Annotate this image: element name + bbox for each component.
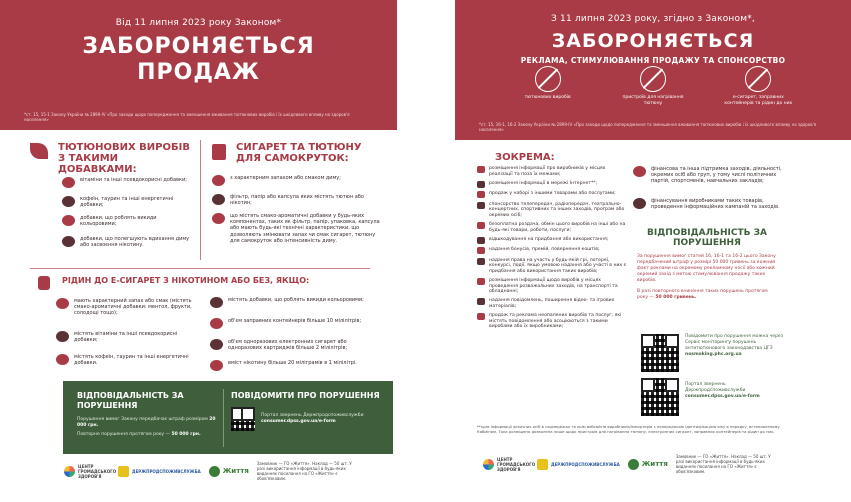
- header-pretitle: Від 11 липня 2023 року Законом*: [115, 18, 282, 28]
- phc-logo-icon: [64, 466, 75, 477]
- repeat-text: Повторне порушення протягом року — 50 000 грн.: [77, 432, 201, 437]
- list-item: добавки, що роблять викиди кольоровими;: [62, 215, 192, 227]
- poster-header: [455, 0, 851, 140]
- vitamin-icon: [62, 177, 75, 188]
- advertising-ban-poster: [455, 0, 851, 502]
- list-item: продаж у наборі з іншими товарами або послугами;: [477, 191, 627, 198]
- list-item: мають характерний запах або смак (містять смако-ароматичні добавки: ментол, фрукти, солодощі тощо);: [56, 298, 196, 317]
- megaphone-icon: [633, 198, 646, 209]
- smoke-icon: [62, 215, 75, 226]
- list-item: розміщення інформації про виробників у місцях реалізації та поза їх межами;: [477, 166, 627, 177]
- bullet-icon: [477, 181, 485, 188]
- zhyttia-logo-icon: [209, 466, 220, 477]
- banned-ecig: е-сигарет, заправних контейнерів та рідин до них: [718, 66, 798, 107]
- report-title: ПОВІДОМИТИ ПРО ПОРУШЕННЯ: [231, 391, 380, 400]
- zhyttia-logo: Життя: [628, 459, 668, 470]
- dpss-logo-icon: [118, 466, 129, 477]
- dpss-logo-icon: [537, 459, 548, 470]
- header-title-line2: ПРОДАЖ: [137, 60, 260, 85]
- list-item: містять кофеїн, таурин та інші енергетичні добавки.: [56, 354, 196, 366]
- list-item: фільтр, папір або капсула яких містять тютюн або нікотин;: [212, 194, 382, 206]
- responsibility-text: Порушення вимог Закону передбачає штраф розміром 20 000 грн.: [77, 417, 216, 428]
- qr-code[interactable]: [231, 407, 255, 431]
- list-item: надання повідомлень, поширення відео- та ігрових матеріалів;: [477, 298, 627, 309]
- phc-logo-icon: [483, 459, 494, 470]
- leaf-icon: [30, 143, 48, 159]
- coffee-icon: [56, 354, 69, 365]
- banned-tobacco: тютюнових виробів: [508, 66, 588, 107]
- column-divider: [200, 140, 201, 260]
- apple-icon: [212, 175, 225, 186]
- list-item: вміст нікотину більше 20 міліграмів в 1 мілілітрі.: [210, 360, 380, 371]
- bullet-icon: [477, 313, 485, 320]
- dpss-logo: ДЕРЖПРОДСПОЖИВСЛУЖБА: [118, 466, 201, 477]
- list-item: містять вітаміни та інші псевдокорисні добавки;: [56, 331, 196, 343]
- list-item: фінансування виробниками таких товарів, проведення інформаційних кампаній та заходів.: [633, 198, 783, 210]
- fruit-icon: [56, 298, 69, 309]
- list-item: надання права на участь у будь-якій грі, лотереї, конкурсі, події, якщо умовою надання або участі в них є придбання або використання таких виробів;: [477, 258, 627, 275]
- zokrema-left-list: [477, 166, 627, 333]
- flag-icon: [633, 166, 646, 177]
- list-item: об'єм заправних контейнерів більше 10 мілілітрів;: [210, 318, 380, 329]
- zokrema-title: ЗОКРЕМА:: [495, 152, 555, 163]
- sale-ban-poster: [0, 0, 397, 502]
- bullet-icon: [477, 202, 485, 209]
- tobacco-title: ТЮТЮНОВИХ ВИРОБІВ З ТАКИМИ ДОБАВКАМИ:: [58, 142, 190, 175]
- bullet-icon: [477, 237, 485, 244]
- no-heater-icon: [640, 66, 666, 92]
- cigarettes-title: СИГАРЕТ ТА ТЮТЮНУ ДЛЯ САМОКРУТОК:: [236, 142, 362, 164]
- bullet-icon: [477, 166, 485, 173]
- header-title: ЗАБОРОНЯЄТЬСЯ: [551, 30, 755, 52]
- no-vape-icon: [745, 66, 771, 92]
- header-title-line1: ЗАБОРОНЯЄТЬСЯ: [82, 34, 315, 59]
- qr-nosmoking-caption: Повідомити про порушення можна через Сервіс моніторингу порушень антитютюнового законодавства ЦГЗ nosmoking.phc.org.ua: [685, 334, 784, 357]
- bullet-icon: [477, 191, 485, 198]
- qr-code-nosmoking[interactable]: [641, 334, 679, 372]
- nosmoking-link[interactable]: nosmoking.phc.org.ua: [685, 352, 742, 357]
- vape-icon: [38, 276, 50, 290]
- no-cigarette-icon: [535, 66, 561, 92]
- list-item: безоплатна роздача, обмін цього виробів на інші або на будь-які товари, роботи, послуги;: [477, 222, 627, 233]
- list-item: з характерним запахом або смаком диму;: [212, 175, 382, 186]
- list-item: кофеїн, таурин та інші енергетичні добавки;: [62, 196, 192, 208]
- list-item: продаж та реклама неопалених виробів та послуг, які містять повідомлення або асоціюються з такими виробами або їх виробниками;: [477, 313, 627, 330]
- cartridge-icon: [210, 339, 223, 350]
- header-footnote: *ст. 15, 15-1 Закону України № 2899-IV «Про заходи щодо попередження та зменшення вживання тютюнових виробів і їх шкідливого впливу на здоров'я населення»: [24, 112, 350, 122]
- header-footnote: *ст. 15, 16-1, 16-2 Закону України № 2899-IV «Про заходи щодо попередження та зменшення вживання тютюнових виробів і їх шкідливого впливу на здоров'я населення»: [479, 122, 817, 132]
- poster-header: [0, 0, 397, 130]
- list-item: розміщення інформації щодо виробів у місцях проведення розважальних заходів, на транспорті та обладнанні;: [477, 278, 627, 295]
- vitamin-icon: [56, 331, 69, 342]
- list-item: відшкодування на придбання або використання;: [477, 237, 627, 244]
- green-divider: [223, 389, 224, 447]
- footer-note: Замовник — ГО «Життя». Наклад — 50 шт. У разі використання інформації в будь-яких виданнях посилання на ГО «Життя» є обов'язковим.: [675, 454, 771, 474]
- list-item: вітаміни та інші псевдокорисні добавки;: [62, 177, 192, 188]
- bullet-icon: [477, 298, 485, 305]
- report-text: Портал звернень Держпродспоживслужби: [261, 412, 364, 418]
- coffee-icon: [62, 196, 75, 207]
- list-item: добавки, що полегшують вдихання диму або засвоєння нікотину.: [62, 236, 192, 248]
- repeat-text: В разі повторного вчинення таких порушень протягом року — 50 000 гривень.: [637, 289, 768, 300]
- zhyttia-logo: Життя: [209, 466, 249, 477]
- cherry-icon: [212, 213, 225, 224]
- ecig-title: РІДИН ДО Е-СИГАРЕТ З НІКОТИНОМ АБО БЕЗ, ЯКЩО:: [62, 276, 310, 285]
- list-item: що містять смако-ароматичні добавки у будь-яких компонентах, таких як фільтр, папір, упаковка, капсула або мають будь-які технічні характеристики, що дозволяють змінювати запах чи смак сигарет, тютюну для самокруток або інтенсивність диму.: [212, 213, 382, 244]
- bullet-icon: [477, 247, 485, 254]
- list-item: об'єм одноразових електронних сигарет або одноразових картриджів більше 2 мілілітрів;: [210, 339, 380, 351]
- phc-logo: ЦЕНТР ГРОМАДСЬКОГО ЗДОРОВ'Я: [483, 457, 529, 472]
- header-subtitle: РЕКЛАМА, СТИМУЛЮВАННЯ ПРОДАЖУ ТА СПОНСОРСТВО: [520, 56, 786, 65]
- bullet-icon: [477, 278, 485, 285]
- lungs-icon: [62, 236, 75, 247]
- filter-icon: [212, 194, 225, 205]
- poster-footer: [0, 459, 397, 483]
- dpss-link[interactable]: consumer.dpss.gov.ua/e-form: [685, 394, 760, 399]
- responsibility-text: За порушення вимог статей 16, 16-1 та 16-2 цього Закону передбачений штраф у розмірі 50 000 гривень за кожний факт реклами на окремому рекламному носії або кожний окремий захід з метою стимулювання продажу таких виробів.: [637, 254, 776, 283]
- bullet-icon: [477, 258, 485, 265]
- responsibility-box: [63, 381, 393, 454]
- footer-note: Замовник — ГО «Життя». Наклад — 50 шт. У разі використання інформації в будь-яких виданнях посилання на ГО «Життя» є обов'язковим.: [256, 461, 352, 481]
- report-link[interactable]: consumer.dpss.gov.ua/e-form: [261, 418, 336, 424]
- section-divider: [30, 268, 370, 269]
- banned-heater: пристроїв для нагрівання тютюну: [613, 66, 693, 107]
- container-icon: [210, 318, 223, 329]
- qr-dpss-caption: Портал звернень Держпродспоживслужби consumer.dpss.gov.ua/e-form: [685, 382, 785, 400]
- list-item: фінансова та інша підтримка заходів, діяльності, окремих осіб або груп, у тому числі політичних партій, спортсменів, навчальних закладів;: [633, 166, 783, 185]
- zhyttia-logo-icon: [628, 459, 639, 470]
- banned-products-icons: [495, 66, 811, 107]
- header-pretitle: З 11 липня 2023 року, згідно з Законом*,: [551, 14, 755, 24]
- qr-code-dpss[interactable]: [641, 378, 679, 416]
- list-item: спонсорство телепередач, радіопередач, театрально-концертних, спортивних та інших заходів, програм або окремих осіб;: [477, 202, 627, 219]
- bullet-icon: [477, 222, 485, 229]
- list-item: розміщення інформації в мережі Інтернет**;: [477, 181, 627, 188]
- smoke-icon: [210, 297, 223, 308]
- phc-logo: ЦЕНТР ГРОМАДСЬКОГО ЗДОРОВ'Я: [64, 464, 110, 479]
- footnote: **крім інформації фізичних осіб в соцмережах та крім вебсайтів виробників/імпортерів з попередньою ідентифікацією віку в порядку, встановленому Кабміном. Така розміщена дозволена лише щодо пристроїв для нагрівання тютюну, електронних сигарет, заправних контейнерів та рідин до них.: [477, 424, 780, 434]
- nicotine-icon: [210, 360, 223, 371]
- cigarette-icon: [212, 144, 226, 160]
- poster-footer: [455, 452, 851, 476]
- responsibility-title: ВІДПОВІДАЛЬНІСТЬ ЗА ПОРУШЕННЯ: [77, 391, 184, 410]
- dpss-logo: ДЕРЖПРОДСПОЖИВСЛУЖБА: [537, 459, 620, 470]
- list-item: містять добавки, що роблять викиди кольоровими;: [210, 297, 380, 308]
- responsibility-block: [637, 228, 777, 301]
- responsibility-title: ВІДПОВІДАЛЬНІСТЬ ЗА ПОРУШЕННЯ: [647, 228, 767, 248]
- list-item: надання бонусів, премій, повернення коштів;: [477, 247, 627, 254]
